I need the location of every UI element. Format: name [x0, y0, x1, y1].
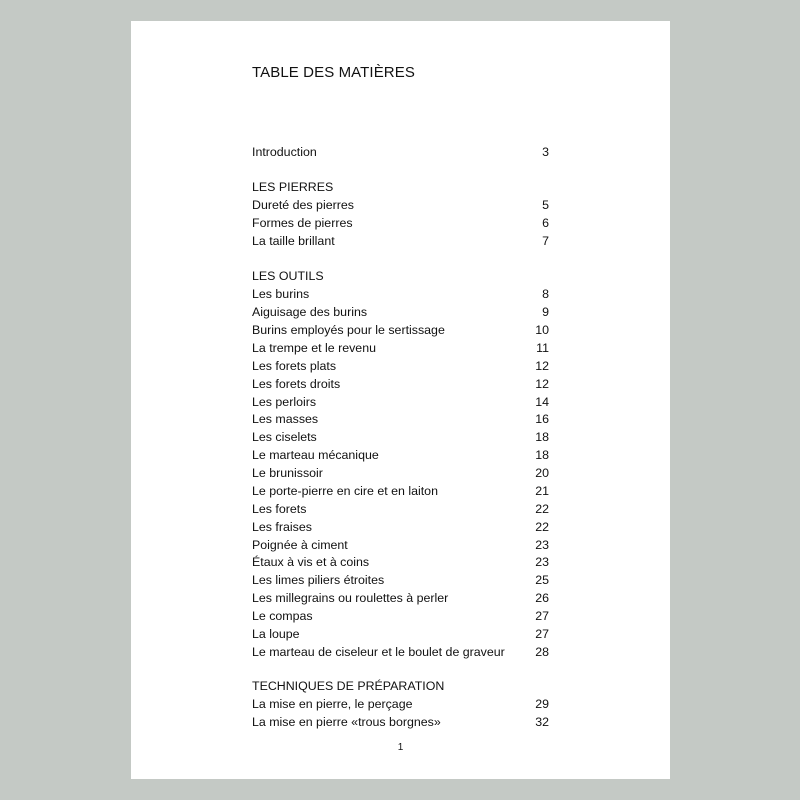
- toc-entry-page: 7: [542, 234, 549, 248]
- toc-entry-label: Introduction: [252, 145, 317, 159]
- toc-entry-label: Aiguisage des burins: [252, 305, 368, 319]
- toc-entry: [252, 375, 549, 393]
- toc-entry: [252, 446, 549, 464]
- toc-entry-page: 25: [535, 573, 549, 587]
- toc-entry-page: 27: [535, 609, 549, 623]
- toc-entry-page: 14: [535, 395, 549, 409]
- toc-entry: [252, 695, 549, 713]
- document-page: [131, 21, 670, 779]
- toc-entry-page: 9: [542, 305, 549, 319]
- toc-entry: [252, 321, 549, 339]
- toc-entry-label: Le brunissoir: [252, 466, 323, 480]
- toc-entry: [252, 482, 549, 500]
- toc-entry: [252, 607, 549, 625]
- toc-entry: [252, 625, 549, 643]
- toc-entry-label: Étaux à vis et à coins: [252, 555, 370, 569]
- toc-entry-label: Les limes piliers étroites: [252, 573, 385, 587]
- toc-entry: [252, 339, 549, 357]
- toc-entry: [252, 518, 549, 536]
- toc-entry-page: 11: [536, 341, 549, 355]
- toc-entry-page: 8: [542, 287, 549, 301]
- toc-entry-label: Formes de pierres: [252, 216, 353, 230]
- toc-entry-page: 3: [542, 145, 549, 159]
- toc-entry: [252, 410, 549, 428]
- toc-entry-label: Le compas: [252, 609, 313, 623]
- page-number: 1: [397, 742, 404, 753]
- toc-entry: [252, 500, 549, 518]
- section-heading-techniques-de-preparation: TECHNIQUES DE PRÉPARATION: [252, 679, 445, 693]
- toc-entry-page: 12: [535, 359, 549, 373]
- toc-entry: [252, 464, 549, 482]
- toc-entry-label: La taille brillant: [252, 234, 335, 248]
- toc-entry-page: 23: [535, 538, 549, 552]
- toc-entry-label: Les forets: [252, 502, 307, 516]
- toc-entry: [252, 232, 549, 250]
- toc-entry-label: La trempe et le revenu: [252, 341, 376, 355]
- toc-entry-label: Les fraises: [252, 520, 312, 534]
- toc-entry-page: 23: [535, 555, 549, 569]
- toc-entry-label: Poignée à ciment: [252, 538, 348, 552]
- toc-entry-label: Burins employés pour le sertissage: [252, 323, 445, 337]
- toc-entry-page: 29: [535, 697, 549, 711]
- toc-entry-label: Les forets droits: [252, 377, 341, 391]
- toc-entry-label: Les millegrains ou roulettes à perler: [252, 591, 449, 605]
- toc-entry: [252, 214, 549, 232]
- toc-entry-label: Le porte-pierre en cire et en laiton: [252, 484, 438, 498]
- toc-entry-label: Les perloirs: [252, 395, 317, 409]
- toc-entry-page: 6: [542, 216, 549, 230]
- toc-entry: [252, 589, 549, 607]
- toc-entry-page: 32: [535, 715, 549, 729]
- toc-entry-label: Les ciselets: [252, 430, 317, 444]
- toc-entry-page: 22: [535, 502, 549, 516]
- toc-entry: [252, 428, 549, 446]
- toc-entry-page: 18: [535, 430, 549, 444]
- toc-entry-label: Le marteau mécanique: [252, 448, 379, 462]
- toc-entry: [252, 285, 549, 303]
- toc-entry: [252, 643, 549, 661]
- toc-title: TABLE DES MATIÈRES: [252, 64, 415, 81]
- toc-entry-label: Le marteau de ciseleur et le boulet de graveur: [252, 645, 505, 659]
- toc-entry-page: 5: [542, 198, 549, 212]
- section-heading-les-pierres: LES PIERRES: [252, 180, 334, 194]
- toc-entry: [252, 571, 549, 589]
- toc-entry-page: 16: [535, 412, 549, 426]
- toc-entry: [252, 303, 549, 321]
- toc-entry-label: La mise en pierre, le perçage: [252, 697, 413, 711]
- toc-entry-page: 12: [535, 377, 549, 391]
- toc-entry-label: Les masses: [252, 412, 319, 426]
- toc-entry-introduction: [252, 143, 549, 161]
- toc-entry-label: La loupe: [252, 627, 300, 641]
- toc-entry: [252, 196, 549, 214]
- toc-entry-page: 20: [535, 466, 549, 480]
- toc-entry-page: 22: [535, 520, 549, 534]
- toc-entry-label: Dureté des pierres: [252, 198, 354, 212]
- toc-entry: [252, 713, 549, 731]
- toc-entry: [252, 553, 549, 571]
- toc-entry: [252, 357, 549, 375]
- toc-entry-label: Les burins: [252, 287, 310, 301]
- toc-entry: [252, 536, 549, 554]
- toc-entry-page: 28: [535, 645, 549, 659]
- toc-entry-page: 18: [535, 448, 549, 462]
- toc-entry: [252, 393, 549, 411]
- toc-entry-page: 21: [535, 484, 549, 498]
- toc-entry-label: Les forets plats: [252, 359, 337, 373]
- toc-entry-page: 26: [535, 591, 549, 605]
- toc-entry-label: La mise en pierre «trous borgnes»: [252, 715, 441, 729]
- toc-entry-page: 10: [535, 323, 549, 337]
- toc-entry-page: 27: [535, 627, 549, 641]
- section-heading-les-outils: LES OUTILS: [252, 269, 324, 283]
